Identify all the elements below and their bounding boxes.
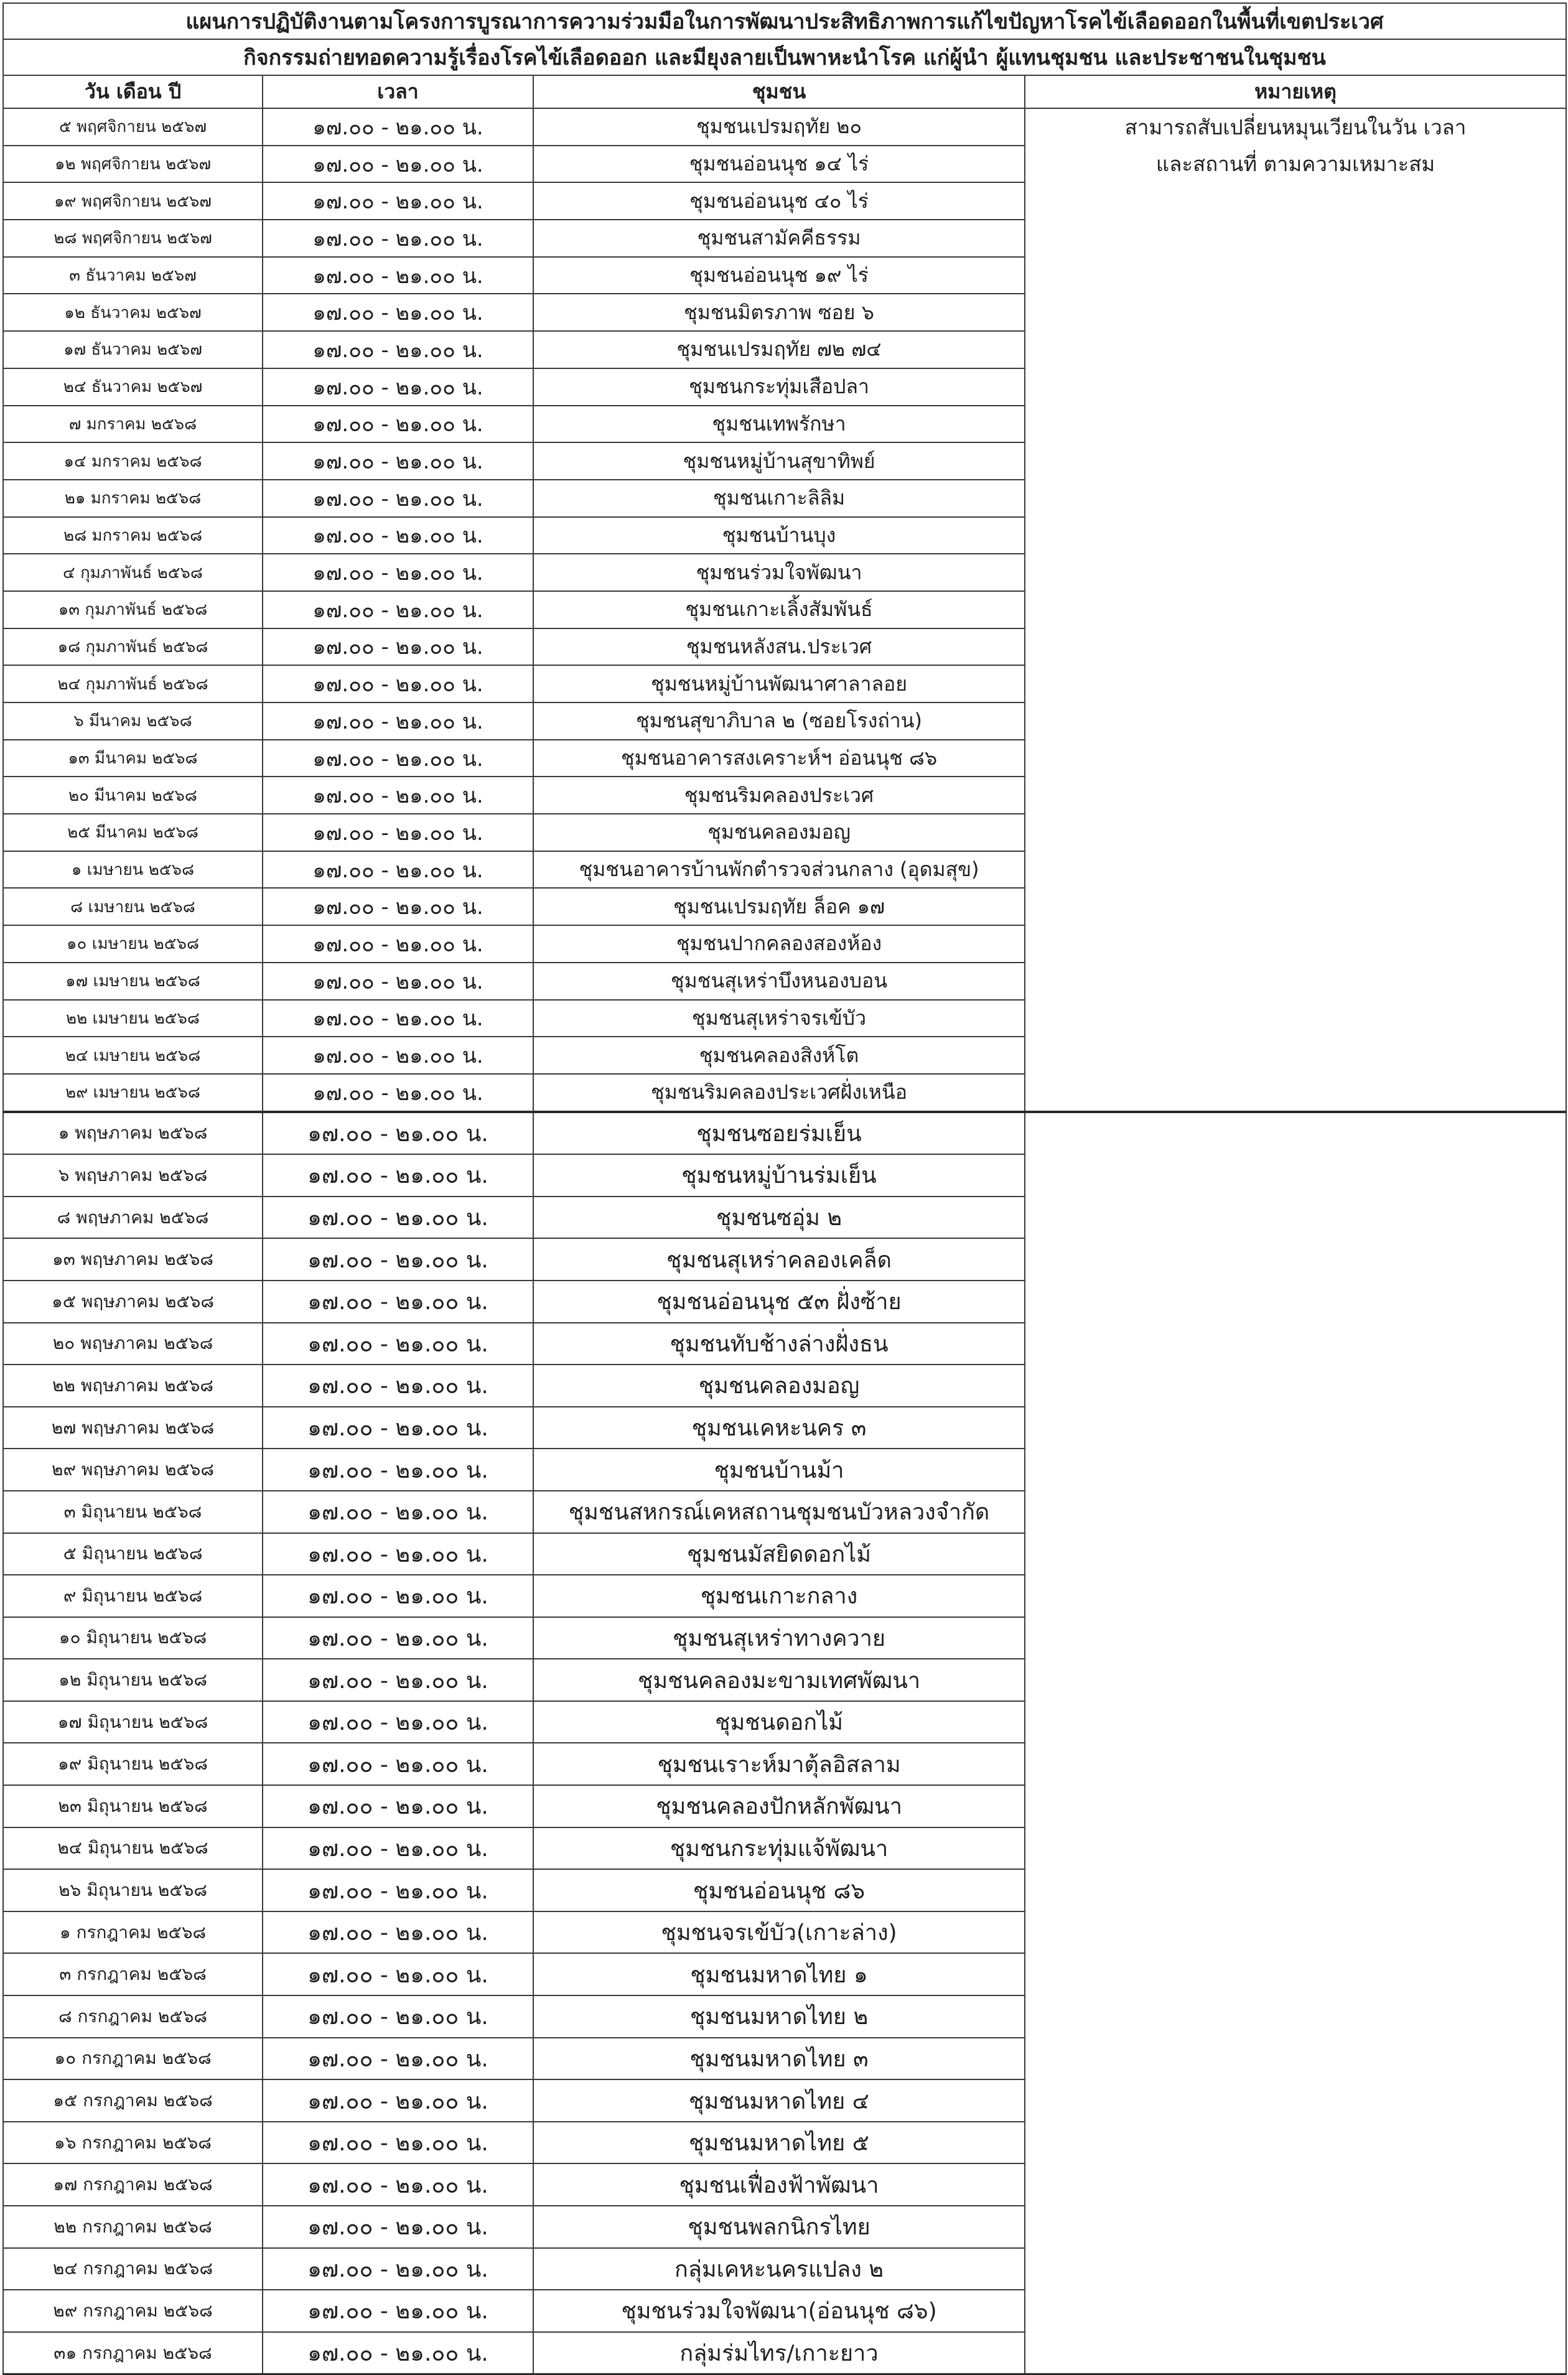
table-row: [3, 814, 1566, 851]
community-cell: ชุมชนหมู่บ้านพัฒนาศาลาลอย: [533, 665, 1025, 702]
time-cell: ๑๗.๐๐ - ๒๑.๐๐ น.: [263, 480, 533, 517]
time-cell: ๑๗.๐๐ - ๒๑.๐๐ น.: [263, 331, 533, 368]
time-cell: ๑๗.๐๐ - ๒๑.๐๐ น.: [263, 1365, 533, 1407]
time-cell: ๑๗.๐๐ - ๒๑.๐๐ น.: [263, 1112, 533, 1155]
date-cell: ๑๒ มิถุนายน ๒๕๖๘: [3, 1659, 263, 1701]
column-header-date: วัน เดือน ปี: [3, 75, 263, 108]
schedule-sheet: [2, 2, 1566, 2375]
remark-cell: [1025, 1365, 1566, 1407]
date-cell: ๖ พฤษภาคม ๒๕๖๘: [3, 1154, 263, 1197]
community-cell: ชุมชนสุขาภิบาล ๒ (ซอยโรงถ่าน): [533, 702, 1025, 740]
table-row: [3, 1407, 1566, 1449]
community-cell: ชุมชนเกาะลิลิม: [533, 480, 1025, 517]
time-cell: ๑๗.๐๐ - ๒๑.๐๐ น.: [263, 2206, 533, 2248]
time-cell: ๑๗.๐๐ - ๒๑.๐๐ น.: [263, 2079, 533, 2122]
date-cell: ๑๗ มิถุนายน ๒๕๖๘: [3, 1701, 263, 1743]
remark-cell: [1025, 1953, 1566, 1995]
time-cell: ๑๗.๐๐ - ๒๑.๐๐ น.: [263, 2038, 533, 2080]
remark-cell: [1025, 1112, 1566, 1155]
community-cell: ชุมชนริมคลองประเวศฝั่งเหนือ: [533, 1074, 1025, 1112]
table-row: [3, 2248, 1566, 2290]
time-cell: ๑๗.๐๐ - ๒๑.๐๐ น.: [263, 1407, 533, 1449]
community-cell: ชุมชนเปรมฤทัย ล็อค ๑๗: [533, 888, 1025, 925]
date-cell: ๒๔ ธันวาคม ๒๕๖๗: [3, 368, 263, 406]
time-cell: ๑๗.๐๐ - ๒๑.๐๐ น.: [263, 1659, 533, 1701]
remark-cell: [1025, 2122, 1566, 2164]
table-row: [3, 925, 1566, 963]
remark-cell: [1025, 1154, 1566, 1197]
table-row: [3, 1659, 1566, 1701]
community-cell: ชุมชนเปรมฤทัย ๒๐: [533, 108, 1025, 146]
time-cell: ๑๗.๐๐ - ๒๑.๐๐ น.: [263, 1238, 533, 1281]
community-cell: ชุมชนอ่อนนุช ๑๙ ไร่: [533, 257, 1025, 294]
remark-cell: [1025, 777, 1566, 814]
remark-cell: [1025, 442, 1566, 480]
title-row-2: [3, 39, 1566, 75]
remark-cell: [1025, 1238, 1566, 1281]
table-row: [3, 1323, 1566, 1365]
table-row: [3, 851, 1566, 889]
time-cell: ๑๗.๐๐ - ๒๑.๐๐ น.: [263, 220, 533, 257]
date-cell: ๑๒ ธันวาคม ๒๕๖๗: [3, 294, 263, 331]
remark-cell: [1025, 1743, 1566, 1785]
time-cell: ๑๗.๐๐ - ๒๑.๐๐ น.: [263, 740, 533, 777]
community-cell: ชุมชนมหาดไทย ๑: [533, 1953, 1025, 1995]
remark-cell: [1025, 1701, 1566, 1743]
date-cell: ๑๖ กรกฎาคม ๒๕๖๘: [3, 2122, 263, 2164]
time-cell: ๑๗.๐๐ - ๒๑.๐๐ น.: [263, 406, 533, 443]
date-cell: ๑ กรกฎาคม ๒๕๖๘: [3, 1911, 263, 1954]
remark-cell: [1025, 702, 1566, 740]
column-header-remark: หมายเหตุ: [1025, 75, 1566, 108]
community-cell: ชุมชนบ้านบุง: [533, 517, 1025, 554]
table-row: [3, 888, 1566, 925]
time-cell: ๑๗.๐๐ - ๒๑.๐๐ น.: [263, 1491, 533, 1533]
date-cell: ๔ กุมภาพันธ์ ๒๕๖๘: [3, 554, 263, 591]
date-cell: ๑๐ กรกฎาคม ๒๕๖๘: [3, 2038, 263, 2080]
time-cell: ๑๗.๐๐ - ๒๑.๐๐ น.: [263, 1911, 533, 1954]
community-cell: กลุ่มร่มไทร/เกาะยาว: [533, 2332, 1025, 2374]
table-row: [3, 257, 1566, 294]
community-cell: ชุมชนหลังสน.ประเวศ: [533, 628, 1025, 666]
date-cell: ๒๓ มิถุนายน ๒๕๖๘: [3, 1785, 263, 1827]
table-row: [3, 442, 1566, 480]
table-row: [3, 1037, 1566, 1074]
time-cell: ๑๗.๐๐ - ๒๑.๐๐ น.: [263, 2332, 533, 2374]
community-cell: ชุมชนอ่อนนุช ๘๖: [533, 1869, 1025, 1911]
community-cell: ชุมชนหมู่บ้านร่มเย็น: [533, 1154, 1025, 1197]
date-cell: ๒๔ มิถุนายน ๒๕๖๘: [3, 1827, 263, 1870]
plan-title: แผนการปฏิบัติงานตามโครงการบูรณาการความร่วมมือในการพัฒนาประสิทธิภาพการแก้ไขปัญหาโรคไข้เลือดออกในพื้นที่เขตประเวศ: [3, 3, 1566, 39]
time-cell: ๑๗.๐๐ - ๒๑.๐๐ น.: [263, 517, 533, 554]
remark-cell: [1025, 220, 1566, 257]
table-row: [3, 1238, 1566, 1281]
date-cell: ๖ มีนาคม ๒๕๖๘: [3, 702, 263, 740]
time-cell: ๑๗.๐๐ - ๒๑.๐๐ น.: [263, 1827, 533, 1870]
date-cell: ๑ เมษายน ๒๕๖๘: [3, 851, 263, 889]
table-row: [3, 591, 1566, 628]
time-cell: ๑๗.๐๐ - ๒๑.๐๐ น.: [263, 1074, 533, 1112]
community-cell: ชุมชนเทพรักษา: [533, 406, 1025, 443]
remark-cell: [1025, 1491, 1566, 1533]
date-cell: ๑๐ เมษายน ๒๕๖๘: [3, 925, 263, 963]
table-row: [3, 1449, 1566, 1491]
community-cell: ชุมชนอ่อนนุช ๑๔ ไร่: [533, 146, 1025, 183]
community-cell: ชุมชนมหาดไทย ๒: [533, 1995, 1025, 2038]
date-cell: ๗ มกราคม ๒๕๖๘: [3, 406, 263, 443]
table-row: [3, 2290, 1566, 2332]
remark-cell: [1025, 888, 1566, 925]
community-cell: ชุมชนเปรมฤทัย ๗๒ ๗๔: [533, 331, 1025, 368]
time-cell: ๑๗.๐๐ - ๒๑.๐๐ น.: [263, 2122, 533, 2164]
date-cell: ๓ มิถุนายน ๒๕๖๘: [3, 1491, 263, 1533]
time-cell: ๑๗.๐๐ - ๒๑.๐๐ น.: [263, 1743, 533, 1785]
remark-cell: [1025, 1407, 1566, 1449]
date-cell: ๒๐ พฤษภาคม ๒๕๖๘: [3, 1323, 263, 1365]
time-cell: ๑๗.๐๐ - ๒๑.๐๐ น.: [263, 1037, 533, 1074]
time-cell: ๑๗.๐๐ - ๒๑.๐๐ น.: [263, 2248, 533, 2290]
time-cell: ๑๗.๐๐ - ๒๑.๐๐ น.: [263, 1617, 533, 1659]
remark-cell: [1025, 1074, 1566, 1112]
table-row: [3, 2206, 1566, 2248]
community-cell: ชุมชนอ่อนนุช ๕๓ ฝั่งซ้าย: [533, 1281, 1025, 1323]
date-cell: ๑๘ กุมภาพันธ์ ๒๕๖๘: [3, 628, 263, 666]
remark-cell: [1025, 2290, 1566, 2332]
table-row: [3, 1827, 1566, 1870]
remark-cell: [1025, 2248, 1566, 2290]
table-row: [3, 1154, 1566, 1197]
schedule-body: [3, 108, 1566, 2374]
remark-cell: [1025, 1869, 1566, 1911]
table-row: [3, 1617, 1566, 1659]
time-cell: ๑๗.๐๐ - ๒๑.๐๐ น.: [263, 702, 533, 740]
table-row: [3, 963, 1566, 1000]
date-cell: ๑๓ มีนาคม ๒๕๖๘: [3, 740, 263, 777]
time-cell: ๑๗.๐๐ - ๒๑.๐๐ น.: [263, 294, 533, 331]
community-cell: ชุมชนกระทุ่มแจ้พัฒนา: [533, 1827, 1025, 1870]
table-row: [3, 406, 1566, 443]
table-row: [3, 1995, 1566, 2038]
community-cell: ชุมชนมหาดไทย ๓: [533, 2038, 1025, 2080]
community-cell: ชุมชนร่วมใจพัฒนา(อ่อนนุช ๘๖): [533, 2290, 1025, 2332]
community-cell: ชุมชนมหาดไทย ๕: [533, 2122, 1025, 2164]
table-row: [3, 368, 1566, 406]
community-cell: ชุมชนมหาดไทย ๔: [533, 2079, 1025, 2122]
date-cell: ๑๗ เมษายน ๒๕๖๘: [3, 963, 263, 1000]
remark-cell: [1025, 1659, 1566, 1701]
table-row: [3, 2163, 1566, 2206]
community-cell: ชุมชนคลองมอญ: [533, 814, 1025, 851]
table-row: [3, 1911, 1566, 1954]
remark-cell: [1025, 1575, 1566, 1617]
date-cell: ๘ กรกฎาคม ๒๕๖๘: [3, 1995, 263, 2038]
remark-cell: [1025, 1827, 1566, 1870]
table-row: [3, 182, 1566, 220]
remark-cell: [1025, 1449, 1566, 1491]
community-cell: ชุมชนทับช้างล่างฝั่งธน: [533, 1323, 1025, 1365]
time-cell: ๑๗.๐๐ - ๒๑.๐๐ น.: [263, 2290, 533, 2332]
table-row: [3, 1365, 1566, 1407]
community-cell: ชุมชนเกาะเลิ้งสัมพันธ์: [533, 591, 1025, 628]
table-row: [3, 628, 1566, 666]
date-cell: ๒๑ มกราคม ๒๕๖๘: [3, 480, 263, 517]
community-cell: ชุมชนสามัคคีธรรม: [533, 220, 1025, 257]
table-row: [3, 1197, 1566, 1239]
date-cell: ๒๔ กรกฎาคม ๒๕๖๘: [3, 2248, 263, 2290]
date-cell: ๑๙ มิถุนายน ๒๕๖๘: [3, 1743, 263, 1785]
table-row: [3, 1533, 1566, 1575]
time-cell: ๑๗.๐๐ - ๒๑.๐๐ น.: [263, 1869, 533, 1911]
time-cell: ๑๗.๐๐ - ๒๑.๐๐ น.: [263, 777, 533, 814]
table-row: [3, 1491, 1566, 1533]
table-row: [3, 1701, 1566, 1743]
date-cell: ๑๕ พฤษภาคม ๒๕๖๘: [3, 1281, 263, 1323]
table-row: [3, 294, 1566, 331]
remark-cell: [1025, 331, 1566, 368]
remark-cell: [1025, 665, 1566, 702]
date-cell: ๑๓ กุมภาพันธ์ ๒๕๖๘: [3, 591, 263, 628]
community-cell: ชุมชนซอยร่มเย็น: [533, 1112, 1025, 1155]
community-cell: ชุมชนกระทุ่มเสือปลา: [533, 368, 1025, 406]
remark-cell: [1025, 2038, 1566, 2080]
activity-subtitle: กิจกรรมถ่ายทอดความรู้เรื่องโรคไข้เลือดออก และมียุงลายเป็นพาหะนำโรค แก่ผู้นำ ผู้แทนชุมชน และประชาชนในชุมชน: [3, 39, 1566, 75]
date-cell: ๘ พฤษภาคม ๒๕๖๘: [3, 1197, 263, 1239]
community-cell: กลุ่มเคหะนครแปลง ๒: [533, 2248, 1025, 2290]
remark-cell: [1025, 851, 1566, 889]
community-cell: ชุมชนหมู่บ้านสุขาทิพย์: [533, 442, 1025, 480]
community-cell: ชุมชนเคหะนคร ๓: [533, 1407, 1025, 1449]
remark-cell: [1025, 480, 1566, 517]
time-cell: ๑๗.๐๐ - ๒๑.๐๐ น.: [263, 1995, 533, 2038]
remark-cell: [1025, 1281, 1566, 1323]
table-row: [3, 108, 1566, 146]
table-row: [3, 1074, 1566, 1112]
remark-cell: [1025, 2163, 1566, 2206]
remark-cell: [1025, 182, 1566, 220]
remark-cell: [1025, 740, 1566, 777]
table-row: [3, 1281, 1566, 1323]
remark-cell: [1025, 1000, 1566, 1037]
community-cell: ชุมชนเราะห์มาตุ้ลอิสลาม: [533, 1743, 1025, 1785]
remark-cell: [1025, 963, 1566, 1000]
date-cell: ๒๘ พฤศจิกายน ๒๕๖๗: [3, 220, 263, 257]
column-header-time: เวลา: [263, 75, 533, 108]
table-row: [3, 1000, 1566, 1037]
time-cell: ๑๗.๐๐ - ๒๑.๐๐ น.: [263, 814, 533, 851]
date-cell: ๒๗ พฤษภาคม ๒๕๖๘: [3, 1407, 263, 1449]
table-row: [3, 665, 1566, 702]
remark-cell: [1025, 1617, 1566, 1659]
date-cell: ๑๔ มกราคม ๒๕๖๘: [3, 442, 263, 480]
table-row: [3, 1953, 1566, 1995]
table-row: [3, 2332, 1566, 2374]
community-cell: ชุมชนเกาะกลาง: [533, 1575, 1025, 1617]
community-cell: ชุมชนจรเข้บัว(เกาะล่าง): [533, 1911, 1025, 1954]
time-cell: ๑๗.๐๐ - ๒๑.๐๐ น.: [263, 1785, 533, 1827]
remark-cell: [1025, 2332, 1566, 2374]
table-row: [3, 1112, 1566, 1155]
community-cell: ชุมชนมิตรภาพ ซอย ๖: [533, 294, 1025, 331]
date-cell: ๒๙ กรกฎาคม ๒๕๖๘: [3, 2290, 263, 2332]
time-cell: ๑๗.๐๐ - ๒๑.๐๐ น.: [263, 1154, 533, 1197]
date-cell: ๒๒ กรกฎาคม ๒๕๖๘: [3, 2206, 263, 2248]
time-cell: ๑๗.๐๐ - ๒๑.๐๐ น.: [263, 146, 533, 183]
remark-cell: [1025, 1037, 1566, 1074]
table-row: [3, 1575, 1566, 1617]
time-cell: ๑๗.๐๐ - ๒๑.๐๐ น.: [263, 888, 533, 925]
date-cell: ๑๗ กรกฎาคม ๒๕๖๘: [3, 2163, 263, 2206]
date-cell: ๓ กรกฎาคม ๒๕๖๘: [3, 1953, 263, 1995]
community-cell: ชุมชนคลองมะขามเทศพัฒนา: [533, 1659, 1025, 1701]
time-cell: ๑๗.๐๐ - ๒๑.๐๐ น.: [263, 628, 533, 666]
community-cell: ชุมชนมัสยิดดอกไม้: [533, 1533, 1025, 1575]
community-cell: ชุมชนริมคลองประเวศ: [533, 777, 1025, 814]
community-cell: ชุมชนสุเหร่าคลองเคล็ด: [533, 1238, 1025, 1281]
table-row: [3, 1785, 1566, 1827]
community-cell: ชุมชนซอุ่ม ๒: [533, 1197, 1025, 1239]
time-cell: ๑๗.๐๐ - ๒๑.๐๐ น.: [263, 1533, 533, 1575]
remark-cell: [1025, 1533, 1566, 1575]
date-cell: ๑๗ ธันวาคม ๒๕๖๗: [3, 331, 263, 368]
date-cell: ๕ มิถุนายน ๒๕๖๘: [3, 1533, 263, 1575]
community-cell: ชุมชนคลองสิงห์โต: [533, 1037, 1025, 1074]
date-cell: ๒๘ มกราคม ๒๕๖๘: [3, 517, 263, 554]
community-cell: ชุมชนคลองปักหลักพัฒนา: [533, 1785, 1025, 1827]
date-cell: ๑๓ พฤษภาคม ๒๕๖๘: [3, 1238, 263, 1281]
remark-cell: [1025, 257, 1566, 294]
community-cell: ชุมชนร่วมใจพัฒนา: [533, 554, 1025, 591]
remark-cell: [1025, 591, 1566, 628]
date-cell: ๑ พฤษภาคม ๒๕๖๘: [3, 1112, 263, 1155]
community-cell: ชุมชนอ่อนนุช ๔๐ ไร่: [533, 182, 1025, 220]
time-cell: ๑๗.๐๐ - ๒๑.๐๐ น.: [263, 1197, 533, 1239]
date-cell: ๙ มิถุนายน ๒๕๖๘: [3, 1575, 263, 1617]
date-cell: ๑๙ พฤศจิกายน ๒๕๖๗: [3, 182, 263, 220]
community-cell: ชุมชนสหกรณ์เคหสถานชุมชนบัวหลวงจำกัด: [533, 1491, 1025, 1533]
community-cell: ชุมชนอาคารบ้านพักตำรวจส่วนกลาง (อุดมสุข): [533, 851, 1025, 889]
table-row: [3, 777, 1566, 814]
time-cell: ๑๗.๐๐ - ๒๑.๐๐ น.: [263, 368, 533, 406]
community-cell: ชุมชนบ้านม้า: [533, 1449, 1025, 1491]
date-cell: ๒๒ เมษายน ๒๕๖๘: [3, 1000, 263, 1037]
time-cell: ๑๗.๐๐ - ๒๑.๐๐ น.: [263, 257, 533, 294]
time-cell: ๑๗.๐๐ - ๒๑.๐๐ น.: [263, 591, 533, 628]
date-cell: ๒๕ มีนาคม ๒๕๖๘: [3, 814, 263, 851]
remark-cell: [1025, 1323, 1566, 1365]
remark-cell: [1025, 294, 1566, 331]
remark-cell: [1025, 368, 1566, 406]
table-row: [3, 517, 1566, 554]
remark-cell: [1025, 814, 1566, 851]
table-row: [3, 740, 1566, 777]
date-cell: ๓๑ กรกฎาคม ๒๕๖๘: [3, 2332, 263, 2374]
remark-cell: [1025, 1197, 1566, 1239]
date-cell: ๒๙ พฤษภาคม ๒๕๖๘: [3, 1449, 263, 1491]
time-cell: ๑๗.๐๐ - ๒๑.๐๐ น.: [263, 665, 533, 702]
date-cell: ๕ พฤศจิกายน ๒๕๖๗: [3, 108, 263, 146]
community-cell: ชุมชนสุเหร่าบึงหนองบอน: [533, 963, 1025, 1000]
community-cell: ชุมชนสุเหร่าจรเข้บัว: [533, 1000, 1025, 1037]
remark-cell: [1025, 1995, 1566, 2038]
date-cell: ๒๒ พฤษภาคม ๒๕๖๘: [3, 1365, 263, 1407]
time-cell: ๑๗.๐๐ - ๒๑.๐๐ น.: [263, 182, 533, 220]
table-row: [3, 480, 1566, 517]
time-cell: ๑๗.๐๐ - ๒๑.๐๐ น.: [263, 1701, 533, 1743]
time-cell: ๑๗.๐๐ - ๒๑.๐๐ น.: [263, 963, 533, 1000]
remark-cell: [1025, 1911, 1566, 1954]
date-cell: ๒๖ มิถุนายน ๒๕๖๘: [3, 1869, 263, 1911]
remark-cell: [1025, 517, 1566, 554]
community-cell: ชุมชนเฟื่องฟ้าพัฒนา: [533, 2163, 1025, 2206]
community-cell: ชุมชนสุเหร่าทางควาย: [533, 1617, 1025, 1659]
community-cell: ชุมชนคลองมอญ: [533, 1365, 1025, 1407]
time-cell: ๑๗.๐๐ - ๒๑.๐๐ น.: [263, 1323, 533, 1365]
table-row: [3, 2079, 1566, 2122]
date-cell: ๒๔ เมษายน ๒๕๖๘: [3, 1037, 263, 1074]
schedule-table: [2, 2, 1567, 2375]
time-cell: ๑๗.๐๐ - ๒๑.๐๐ น.: [263, 442, 533, 480]
table-row: [3, 2122, 1566, 2164]
community-cell: ชุมชนอาคารสงเคราะห์ฯ อ่อนนุช ๘๖: [533, 740, 1025, 777]
table-row: [3, 702, 1566, 740]
time-cell: ๑๗.๐๐ - ๒๑.๐๐ น.: [263, 1000, 533, 1037]
remark-cell: [1025, 1785, 1566, 1827]
date-cell: ๒๔ กุมภาพันธ์ ๒๕๖๘: [3, 665, 263, 702]
table-row: [3, 2038, 1566, 2080]
date-cell: ๒๙ เมษายน ๒๕๖๘: [3, 1074, 263, 1112]
remark-cell: [1025, 2206, 1566, 2248]
remark-cell: [1025, 406, 1566, 443]
table-row: [3, 1743, 1566, 1785]
table-row: [3, 331, 1566, 368]
title-row-1: [3, 3, 1566, 39]
community-cell: ชุมชนปากคลองสองห้อง: [533, 925, 1025, 963]
column-header-community: ชุมชน: [533, 75, 1025, 108]
remark-cell: [1025, 628, 1566, 666]
remark-cell: [1025, 554, 1566, 591]
time-cell: ๑๗.๐๐ - ๒๑.๐๐ น.: [263, 1281, 533, 1323]
community-cell: ชุมชนดอกไม้: [533, 1701, 1025, 1743]
table-row: [3, 554, 1566, 591]
date-cell: ๘ เมษายน ๒๕๖๘: [3, 888, 263, 925]
time-cell: ๑๗.๐๐ - ๒๑.๐๐ น.: [263, 1449, 533, 1491]
time-cell: ๑๗.๐๐ - ๒๑.๐๐ น.: [263, 554, 533, 591]
remark-cell: [1025, 2079, 1566, 2122]
remark-cell: สามารถสับเปลี่ยนหมุนเวียนในวัน เวลา: [1025, 108, 1566, 146]
time-cell: ๑๗.๐๐ - ๒๑.๐๐ น.: [263, 851, 533, 889]
remark-cell: และสถานที่ ตามความเหมาะสม: [1025, 146, 1566, 183]
time-cell: ๑๗.๐๐ - ๒๑.๐๐ น.: [263, 2163, 533, 2206]
table-row: [3, 146, 1566, 183]
time-cell: ๑๗.๐๐ - ๒๑.๐๐ น.: [263, 925, 533, 963]
date-cell: ๓ ธันวาคม ๒๕๖๗: [3, 257, 263, 294]
time-cell: ๑๗.๐๐ - ๒๑.๐๐ น.: [263, 1575, 533, 1617]
table-row: [3, 220, 1566, 257]
date-cell: ๒๐ มีนาคม ๒๕๖๘: [3, 777, 263, 814]
date-cell: ๑๕ กรกฎาคม ๒๕๖๘: [3, 2079, 263, 2122]
community-cell: ชุมชนพลกนิกรไทย: [533, 2206, 1025, 2248]
date-cell: ๑๒ พฤศจิกายน ๒๕๖๗: [3, 146, 263, 183]
time-cell: ๑๗.๐๐ - ๒๑.๐๐ น.: [263, 108, 533, 146]
remark-cell: [1025, 925, 1566, 963]
date-cell: ๑๐ มิถุนายน ๒๕๖๘: [3, 1617, 263, 1659]
column-header-row: [3, 75, 1566, 108]
table-row: [3, 1869, 1566, 1911]
time-cell: ๑๗.๐๐ - ๒๑.๐๐ น.: [263, 1953, 533, 1995]
